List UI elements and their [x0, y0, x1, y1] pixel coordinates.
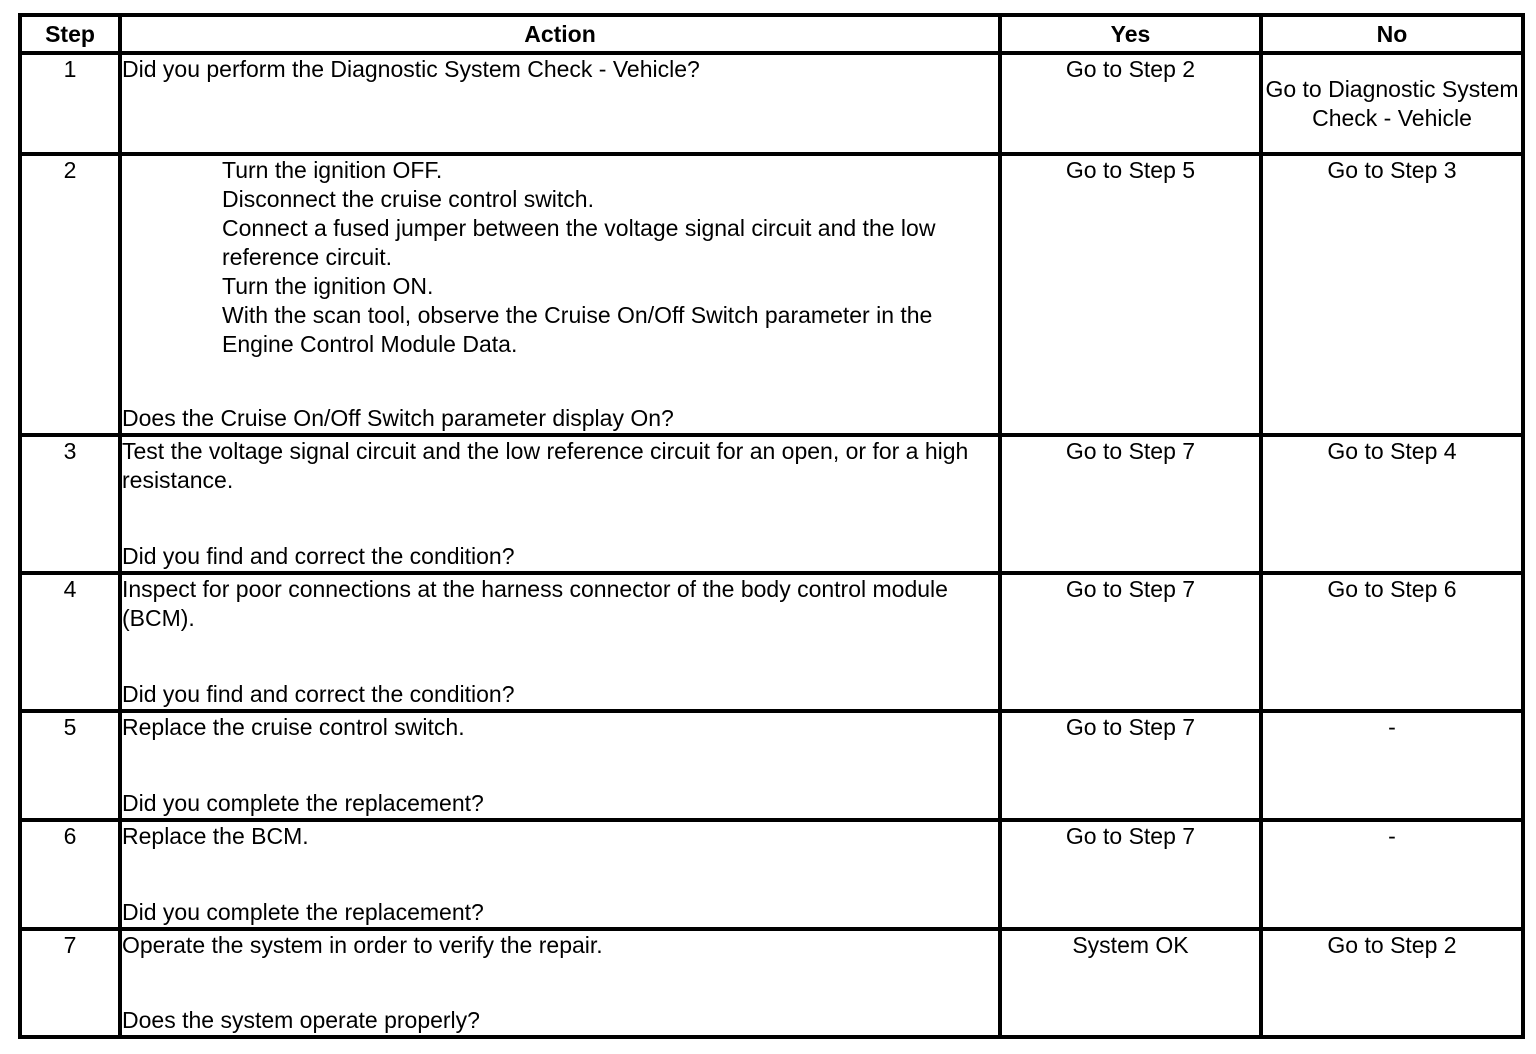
instruction-item: Connect a fused jumper between the voltage signal circuit and the low reference circuit.: [222, 215, 936, 270]
action-cell: [120, 820, 1000, 929]
instruction-item: Disconnect the cruise control switch.: [222, 186, 594, 212]
yes-result: Go to Step 7: [1000, 435, 1261, 573]
action-cell: [120, 435, 1000, 573]
action-cell: [120, 929, 1000, 1037]
instruction-list: [122, 156, 998, 359]
no-result: Go to Step 2: [1261, 929, 1523, 1037]
header-row: [20, 15, 1523, 53]
action-text: Replace the cruise control switch.: [122, 714, 465, 740]
action-cell: [120, 154, 1000, 435]
action-question: Did you complete the replacement?: [122, 899, 484, 925]
instruction-item: With the scan tool, observe the Cruise On/Off Switch parameter in the Engine Control Module Data.: [222, 302, 933, 357]
step-number: 3: [20, 435, 120, 573]
no-result: Go to Step 3: [1261, 154, 1523, 435]
no-result: -: [1261, 711, 1523, 820]
action-text: Did you perform the Diagnostic System Check - Vehicle?: [122, 56, 700, 82]
no-result: Go to Diagnostic System Check - Vehicle: [1261, 53, 1523, 154]
step-number: 7: [20, 929, 120, 1037]
step-number: 6: [20, 820, 120, 929]
action-question: Did you find and correct the condition?: [122, 543, 515, 569]
table-row: [20, 435, 1523, 573]
yes-result: Go to Step 7: [1000, 711, 1261, 820]
step-number: 2: [20, 154, 120, 435]
yes-result: Go to Step 7: [1000, 573, 1261, 711]
instruction-item: Turn the ignition OFF.: [222, 157, 443, 183]
header-action: Action: [120, 15, 1000, 53]
yes-result: Go to Step 2: [1000, 53, 1261, 154]
table-row: [20, 929, 1523, 1037]
step-number: 1: [20, 53, 120, 154]
yes-result: Go to Step 5: [1000, 154, 1261, 435]
header-step: Step: [20, 15, 120, 53]
yes-result: System OK: [1000, 929, 1261, 1037]
action-text: Replace the BCM.: [122, 823, 309, 849]
action-question: Did you find and correct the condition?: [122, 681, 515, 707]
no-result: -: [1261, 820, 1523, 929]
action-text: Inspect for poor connections at the harness connector of the body control module (BCM).: [122, 576, 948, 631]
action-text: Operate the system in order to verify the repair.: [122, 932, 603, 958]
action-question: Did you complete the replacement?: [122, 790, 484, 816]
action-question: Does the system operate properly?: [122, 1007, 480, 1033]
table-row: [20, 53, 1523, 154]
header-no: No: [1261, 15, 1523, 53]
yes-result: Go to Step 7: [1000, 820, 1261, 929]
table-row: [20, 573, 1523, 711]
table-row: [20, 154, 1523, 435]
table-row: [20, 711, 1523, 820]
step-number: 5: [20, 711, 120, 820]
action-cell: [120, 573, 1000, 711]
no-result: Go to Step 6: [1261, 573, 1523, 711]
action-cell: [120, 711, 1000, 820]
no-result: Go to Step 4: [1261, 435, 1523, 573]
header-yes: Yes: [1000, 15, 1261, 53]
table-row: [20, 820, 1523, 929]
diagnostic-table: [18, 13, 1525, 1039]
action-cell: [120, 53, 1000, 154]
action-question: Does the Cruise On/Off Switch parameter display On?: [122, 405, 674, 431]
instruction-item: Turn the ignition ON.: [222, 273, 434, 299]
step-number: 4: [20, 573, 120, 711]
action-text: Test the voltage signal circuit and the low reference circuit for an open, or for a high resistance.: [122, 438, 969, 493]
